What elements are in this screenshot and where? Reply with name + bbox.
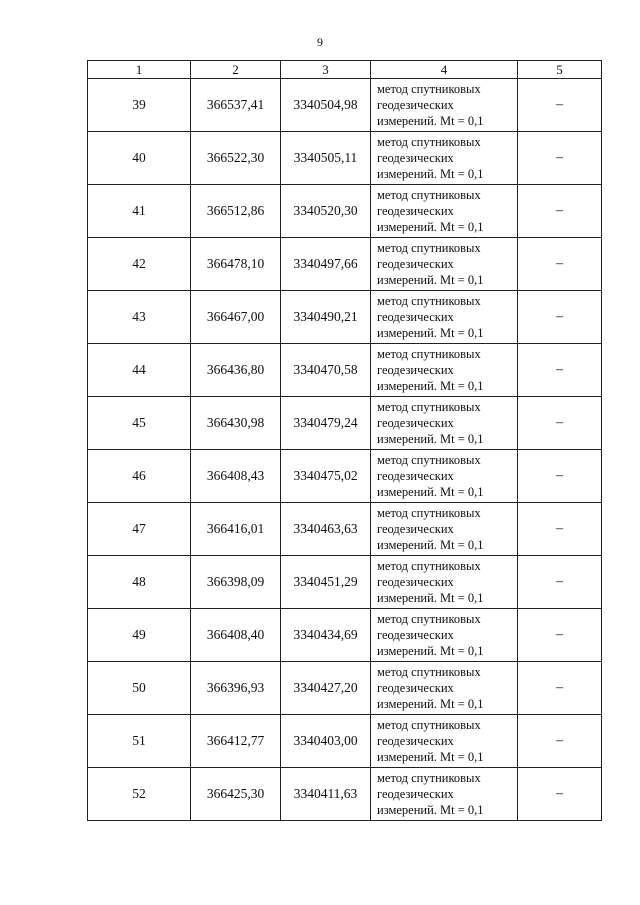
method-cell <box>371 662 518 715</box>
method-line: геодезических <box>377 628 454 642</box>
coordinate-y-cell: 3340479,24 <box>281 397 371 450</box>
point-number-cell: 41 <box>88 185 191 238</box>
method-line: измерений. Mt = 0,1 <box>377 750 484 764</box>
method-cell <box>371 715 518 768</box>
column-header-2: 2 <box>191 61 281 79</box>
note-cell: – <box>518 450 602 503</box>
coordinate-y-cell: 3340463,63 <box>281 503 371 556</box>
method-line: измерений. Mt = 0,1 <box>377 697 484 711</box>
note-cell: – <box>518 556 602 609</box>
coordinates-table <box>87 60 602 821</box>
method-line: метод спутниковых <box>377 82 481 96</box>
coordinate-y-cell: 3340497,66 <box>281 238 371 291</box>
method-line: геодезических <box>377 469 454 483</box>
point-number-cell: 49 <box>88 609 191 662</box>
point-number-cell: 44 <box>88 344 191 397</box>
method-line: геодезических <box>377 575 454 589</box>
coordinate-x-cell: 366512,86 <box>191 185 281 238</box>
table-row <box>88 450 602 503</box>
method-line: измерений. Mt = 0,1 <box>377 485 484 499</box>
method-line: измерений. Mt = 0,1 <box>377 167 484 181</box>
method-cell <box>371 185 518 238</box>
method-cell <box>371 397 518 450</box>
table-row <box>88 503 602 556</box>
point-number-cell: 43 <box>88 291 191 344</box>
coordinate-y-cell: 3340504,98 <box>281 79 371 132</box>
table-row <box>88 662 602 715</box>
note-cell: – <box>518 768 602 821</box>
method-line: измерений. Mt = 0,1 <box>377 591 484 605</box>
coordinate-x-cell: 366430,98 <box>191 397 281 450</box>
column-header-3: 3 <box>281 61 371 79</box>
point-number-cell: 39 <box>88 79 191 132</box>
method-line: метод спутниковых <box>377 400 481 414</box>
point-number-cell: 42 <box>88 238 191 291</box>
table-row <box>88 132 602 185</box>
method-cell <box>371 132 518 185</box>
method-line: геодезических <box>377 734 454 748</box>
method-line: метод спутниковых <box>377 241 481 255</box>
column-header-5: 5 <box>518 61 602 79</box>
coordinate-x-cell: 366478,10 <box>191 238 281 291</box>
coordinate-x-cell: 366425,30 <box>191 768 281 821</box>
coordinate-y-cell: 3340470,58 <box>281 344 371 397</box>
coordinate-y-cell: 3340490,21 <box>281 291 371 344</box>
method-line: геодезических <box>377 787 454 801</box>
method-line: метод спутниковых <box>377 771 481 785</box>
coordinate-x-cell: 366467,00 <box>191 291 281 344</box>
method-cell <box>371 450 518 503</box>
point-number-cell: 45 <box>88 397 191 450</box>
method-line: измерений. Mt = 0,1 <box>377 432 484 446</box>
coordinate-x-cell: 366408,40 <box>191 609 281 662</box>
coordinate-x-cell: 366436,80 <box>191 344 281 397</box>
point-number-cell: 40 <box>88 132 191 185</box>
method-cell <box>371 609 518 662</box>
method-line: метод спутниковых <box>377 453 481 467</box>
table-row <box>88 79 602 132</box>
table-row <box>88 609 602 662</box>
coordinate-y-cell: 3340475,02 <box>281 450 371 503</box>
method-line: геодезических <box>377 681 454 695</box>
method-line: измерений. Mt = 0,1 <box>377 220 484 234</box>
method-line: измерений. Mt = 0,1 <box>377 644 484 658</box>
note-cell: – <box>518 397 602 450</box>
table-row <box>88 185 602 238</box>
method-line: метод спутниковых <box>377 506 481 520</box>
note-cell: – <box>518 238 602 291</box>
table-row <box>88 556 602 609</box>
table-header-row <box>88 61 602 79</box>
method-cell <box>371 238 518 291</box>
table-row <box>88 238 602 291</box>
note-cell: – <box>518 503 602 556</box>
method-line: измерений. Mt = 0,1 <box>377 803 484 817</box>
table-row <box>88 291 602 344</box>
note-cell: – <box>518 79 602 132</box>
column-header-4: 4 <box>371 61 518 79</box>
coordinate-x-cell: 366396,93 <box>191 662 281 715</box>
method-line: измерений. Mt = 0,1 <box>377 273 484 287</box>
method-line: метод спутниковых <box>377 559 481 573</box>
note-cell: – <box>518 185 602 238</box>
note-cell: – <box>518 609 602 662</box>
coordinate-y-cell: 3340411,63 <box>281 768 371 821</box>
point-number-cell: 52 <box>88 768 191 821</box>
method-line: измерений. Mt = 0,1 <box>377 326 484 340</box>
method-cell <box>371 344 518 397</box>
coordinate-y-cell: 3340451,29 <box>281 556 371 609</box>
method-line: метод спутниковых <box>377 347 481 361</box>
method-line: измерений. Mt = 0,1 <box>377 379 484 393</box>
method-line: геодезических <box>377 310 454 324</box>
coordinate-x-cell: 366537,41 <box>191 79 281 132</box>
method-line: метод спутниковых <box>377 718 481 732</box>
coordinate-y-cell: 3340505,11 <box>281 132 371 185</box>
coordinate-y-cell: 3340520,30 <box>281 185 371 238</box>
coordinate-x-cell: 366416,01 <box>191 503 281 556</box>
note-cell: – <box>518 715 602 768</box>
method-line: геодезических <box>377 151 454 165</box>
column-header-1: 1 <box>88 61 191 79</box>
coordinate-y-cell: 3340434,69 <box>281 609 371 662</box>
method-cell <box>371 503 518 556</box>
point-number-cell: 48 <box>88 556 191 609</box>
table-row <box>88 768 602 821</box>
point-number-cell: 50 <box>88 662 191 715</box>
method-line: измерений. Mt = 0,1 <box>377 114 484 128</box>
method-line: геодезических <box>377 416 454 430</box>
note-cell: – <box>518 132 602 185</box>
method-line: метод спутниковых <box>377 665 481 679</box>
coordinate-y-cell: 3340427,20 <box>281 662 371 715</box>
note-cell: – <box>518 344 602 397</box>
note-cell: – <box>518 291 602 344</box>
coordinate-y-cell: 3340403,00 <box>281 715 371 768</box>
point-number-cell: 46 <box>88 450 191 503</box>
page-number: 9 <box>317 35 323 49</box>
method-line: геодезических <box>377 98 454 112</box>
table-row <box>88 397 602 450</box>
method-line: метод спутниковых <box>377 294 481 308</box>
method-line: метод спутниковых <box>377 612 481 626</box>
table-row <box>88 715 602 768</box>
method-line: геодезических <box>377 257 454 271</box>
point-number-cell: 47 <box>88 503 191 556</box>
method-cell <box>371 291 518 344</box>
method-line: геодезических <box>377 363 454 377</box>
coordinate-x-cell: 366398,09 <box>191 556 281 609</box>
coordinate-x-cell: 366408,43 <box>191 450 281 503</box>
note-cell: – <box>518 662 602 715</box>
table-body <box>88 79 602 821</box>
method-line: метод спутниковых <box>377 135 481 149</box>
method-cell <box>371 768 518 821</box>
table-row <box>88 344 602 397</box>
method-line: метод спутниковых <box>377 188 481 202</box>
method-cell <box>371 79 518 132</box>
coordinate-x-cell: 366522,30 <box>191 132 281 185</box>
coordinate-x-cell: 366412,77 <box>191 715 281 768</box>
method-line: измерений. Mt = 0,1 <box>377 538 484 552</box>
method-line: геодезических <box>377 522 454 536</box>
point-number-cell: 51 <box>88 715 191 768</box>
method-line: геодезических <box>377 204 454 218</box>
method-cell <box>371 556 518 609</box>
